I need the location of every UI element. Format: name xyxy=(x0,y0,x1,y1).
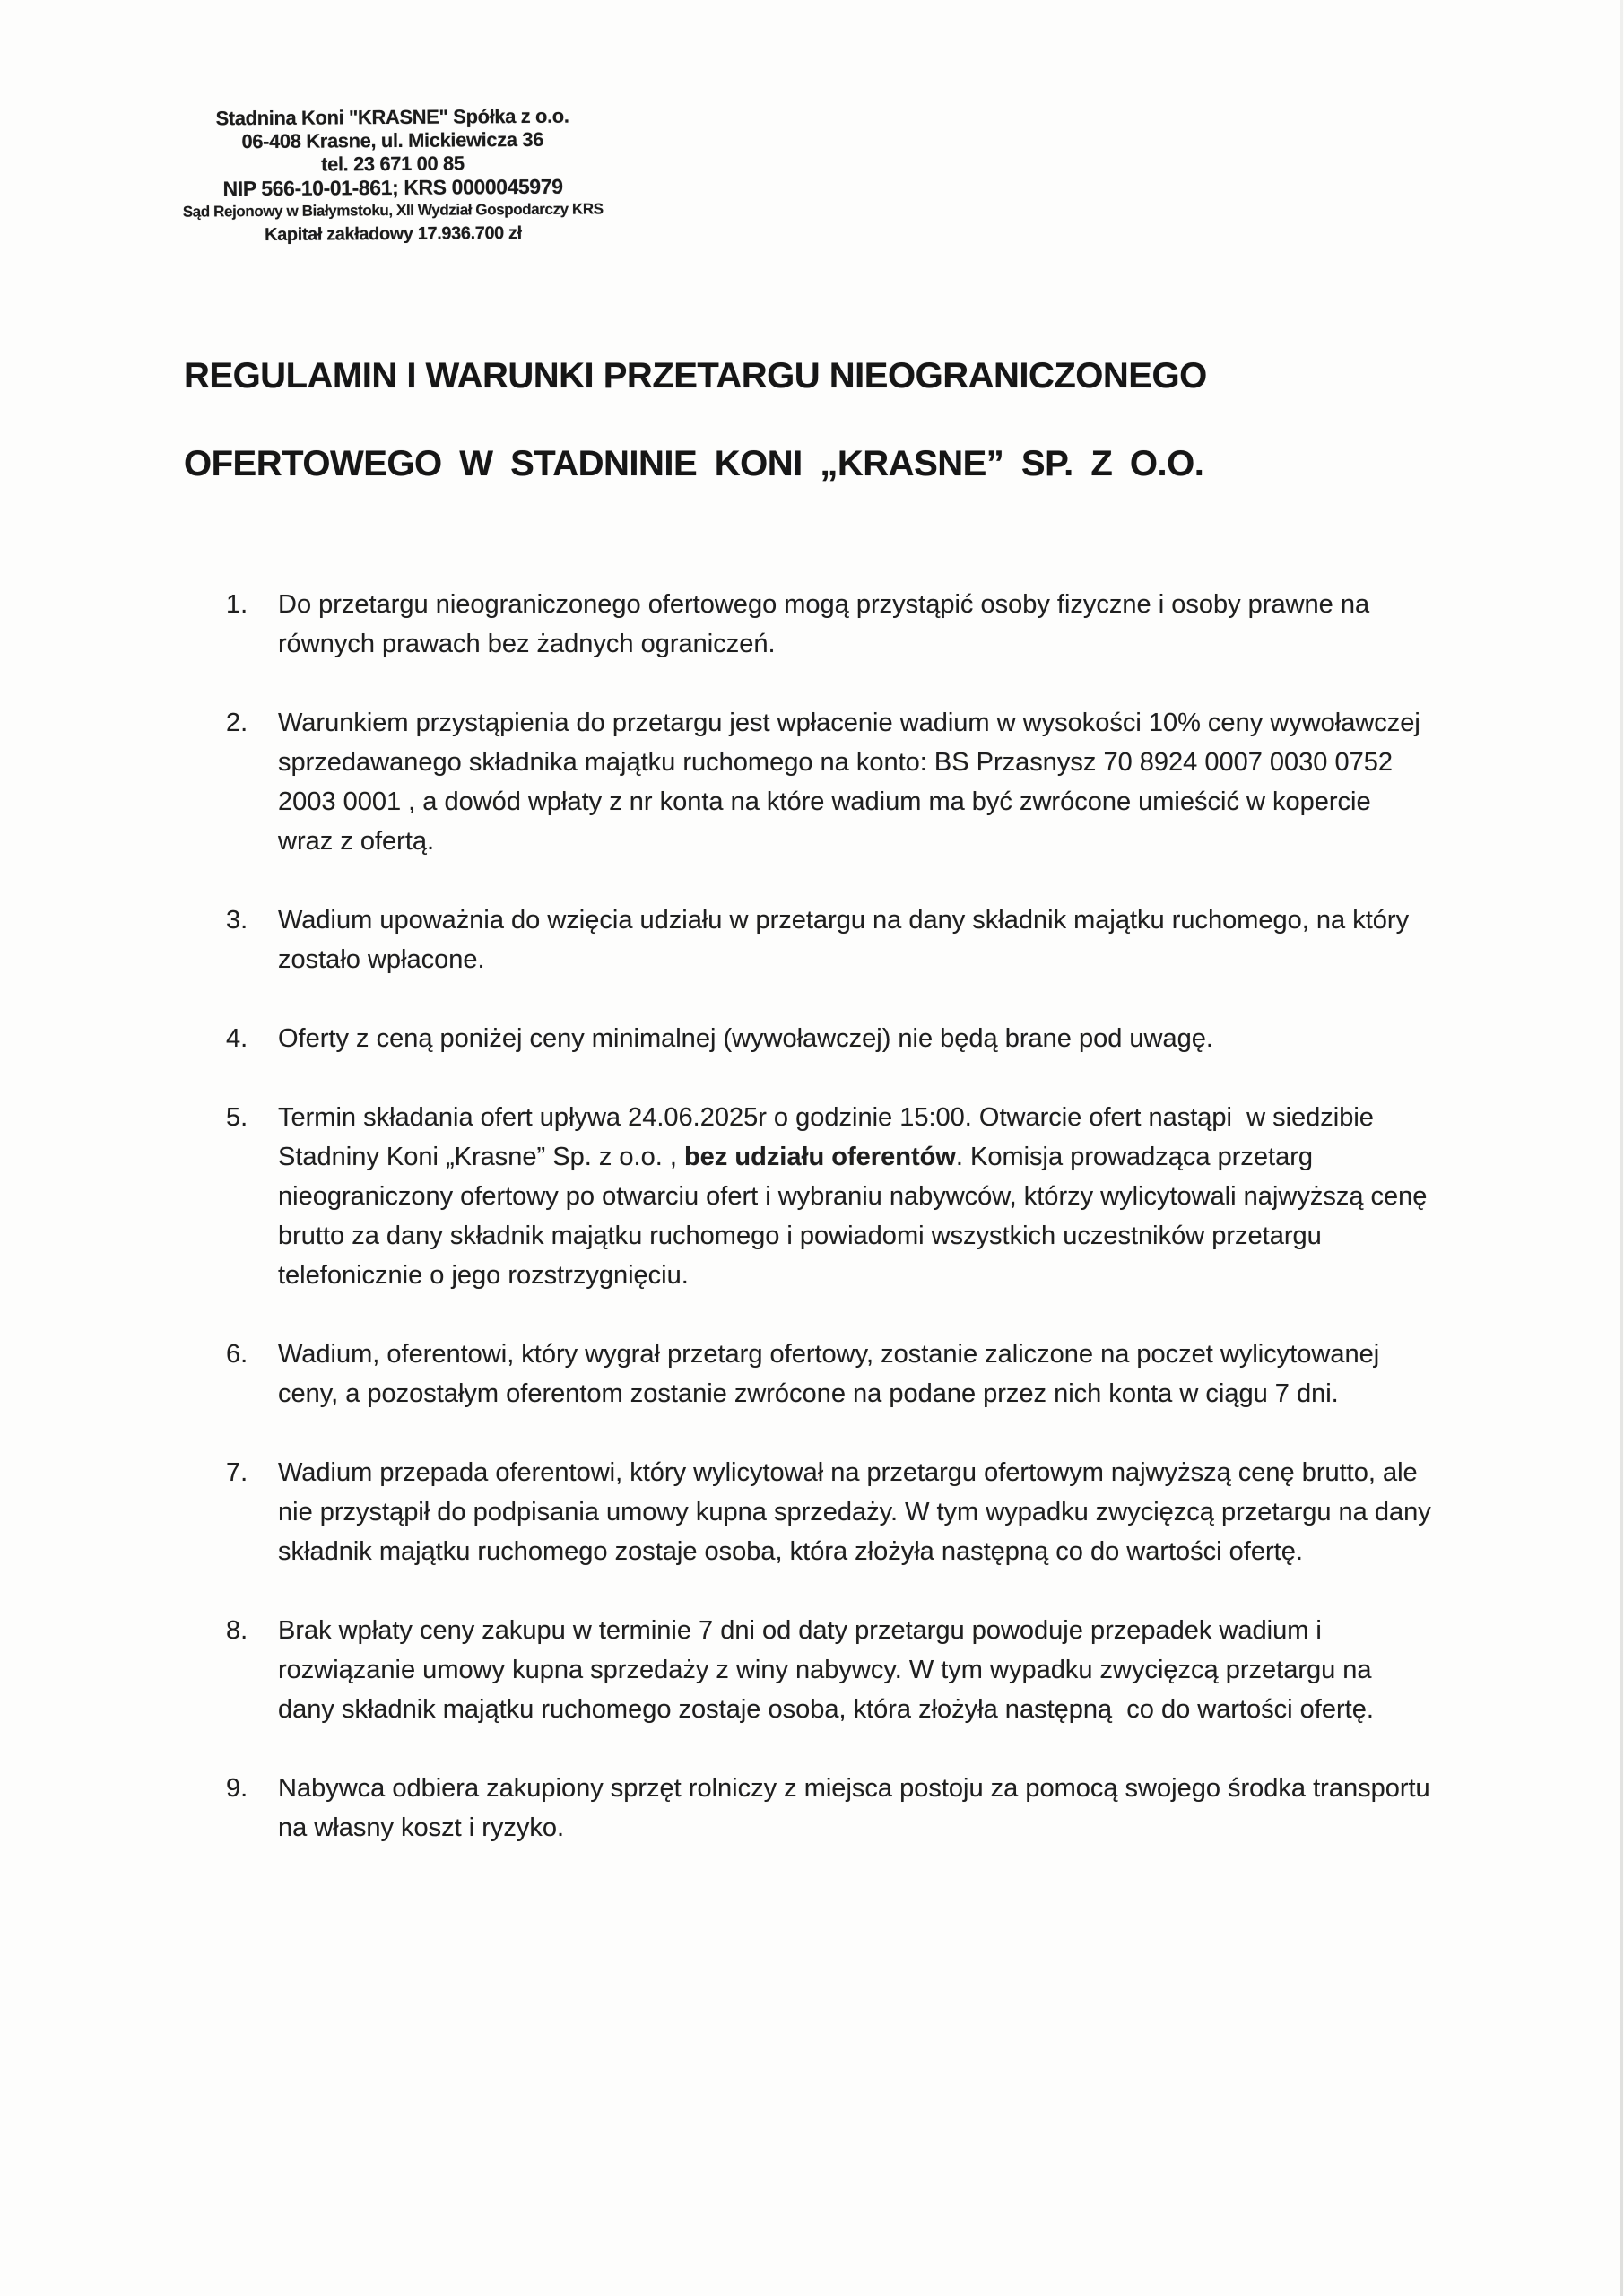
item-text xyxy=(278,1335,1432,1413)
letterhead-company-name: Stadnina Koni "KRASNE" Spółka z o.o. xyxy=(215,104,569,130)
item-number: 2. xyxy=(226,709,248,737)
item-number: 7. xyxy=(226,1458,248,1487)
item-text xyxy=(278,1611,1432,1729)
text-segment: Brak wpłaty ceny zakupu w terminie 7 dni od daty przetargu powoduje przepadek wadium i rozwiązanie umowy kupna sprzedaży z winy nabywcy. W tym wypadku zwycięzcą przetargu na dany składnik majątku ruchomego zostaje osoba, która złożyła następną co do wartości ofertę. xyxy=(278,1616,1374,1724)
text-segment: Do przetargu nieograniczonego ofertowego mogą przystąpić osoby fizyczne i osoby prawne na równych prawach bez żadnych ograniczeń. xyxy=(278,590,1370,658)
text-segment: Wadium przepada oferentowi, który wylicytował na przetargu ofertowym najwyższą cenę brutto, ale nie przystąpił do podpisania umowy kupna sprzedaży. W tym wypadku zwycięzcą przetargu na dany składnik majątku ruchomego zostaje osoba, która złożyła następną co do wartości ofertę. xyxy=(278,1458,1431,1566)
text-segment: Oferty z ceną poniżej ceny minimalnej (wywoławczej) nie będą brane pod uwagę. xyxy=(278,1024,1213,1053)
text-segment: Wadium, oferentowi, który wygrał przetarg ofertowy, zostanie zaliczone na poczet wylicytowanej ceny, a pozostałym oferentom zostanie zwrócone na podane przez nich konta w ciągu 7 dni. xyxy=(278,1340,1380,1408)
page-title-line-2: OFERTOWEGO W STADNINIE KONI „KRASNE” SP. Z O.O. xyxy=(184,444,1204,483)
item-text xyxy=(278,1453,1432,1571)
list-item xyxy=(226,1098,1432,1295)
list-item xyxy=(226,1019,1432,1058)
list-item xyxy=(226,1453,1432,1571)
item-text xyxy=(278,703,1432,861)
list-item xyxy=(226,1611,1432,1729)
letterhead-court: Sąd Rejonowy w Białymstoku, XII Wydział Gospodarczy KRS xyxy=(182,200,604,221)
item-number: 9. xyxy=(226,1774,248,1803)
item-number: 6. xyxy=(226,1340,248,1369)
letterhead-address: 06-408 Krasne, ul. Mickiewicza 36 xyxy=(241,127,544,153)
item-text xyxy=(278,585,1432,664)
list-item xyxy=(226,1335,1432,1413)
item-text xyxy=(278,1769,1432,1848)
letterhead-stamp xyxy=(163,104,621,248)
text-segment: Warunkiem przystąpienia do przetargu jest wpłacenie wadium w wysokości 10% ceny wywoławczej sprzedawanego składnika majątku ruchomego na konto: BS Przasnysz 70 8924 0007 0030 0752 2003 0001 , a dowód wpłaty z nr konta na które wadium ma być zwrócone umieścić w kopercie wraz z ofertą. xyxy=(278,709,1420,856)
page-title xyxy=(184,355,1421,484)
list-item xyxy=(226,1769,1432,1848)
bold-phrase: bez udziału oferentów xyxy=(683,1143,956,1171)
item-text xyxy=(278,1098,1432,1295)
text-segment: Termin składania ofert upływa 24.06.2025r o godzinie 15:00. Otwarcie ofert nastąpi w siedzibie Stadniny Koni „Krasne” Sp. z o.o. , xyxy=(278,1103,1374,1171)
text-segment: . Komisja prowadząca przetarg nieograniczony ofertowy po otwarciu ofert i wybraniu nabywców, którzy wylicytowali najwyższą cenę brutto za dany składnik majątku ruchomego i powiadomi wszystkich uczestników przetargu telefonicznie o jego rozstrzygnięciu. xyxy=(278,1143,1428,1290)
regulation-list xyxy=(226,585,1432,1848)
letterhead-nip-krs: NIP 566-10-01-861; KRS 0000045979 xyxy=(222,174,563,201)
list-item xyxy=(226,585,1432,664)
letterhead-capital: Kapitał zakładowy 17.936.700 zł xyxy=(265,222,522,245)
item-text xyxy=(278,900,1432,979)
item-number: 5. xyxy=(226,1103,248,1132)
list-item xyxy=(226,900,1432,979)
item-number: 3. xyxy=(226,906,248,935)
list-item xyxy=(226,703,1432,861)
item-number: 1. xyxy=(226,590,248,619)
item-text xyxy=(278,1019,1432,1058)
item-number: 8. xyxy=(226,1616,248,1645)
letterhead-phone: tel. 23 671 00 85 xyxy=(321,152,465,176)
text-segment: Wadium upoważnia do wzięcia udziału w przetargu na dany składnik majątku ruchomego, na który zostało wpłacone. xyxy=(278,906,1410,974)
page-title-line-1: REGULAMIN I WARUNKI PRZETARGU NIEOGRANICZONEGO xyxy=(184,356,1207,396)
item-number: 4. xyxy=(226,1024,248,1053)
text-segment: Nabywca odbiera zakupiony sprzęt rolniczy z miejsca postoju za pomocą swojego środka transportu na własny koszt i ryzyko. xyxy=(278,1774,1430,1842)
